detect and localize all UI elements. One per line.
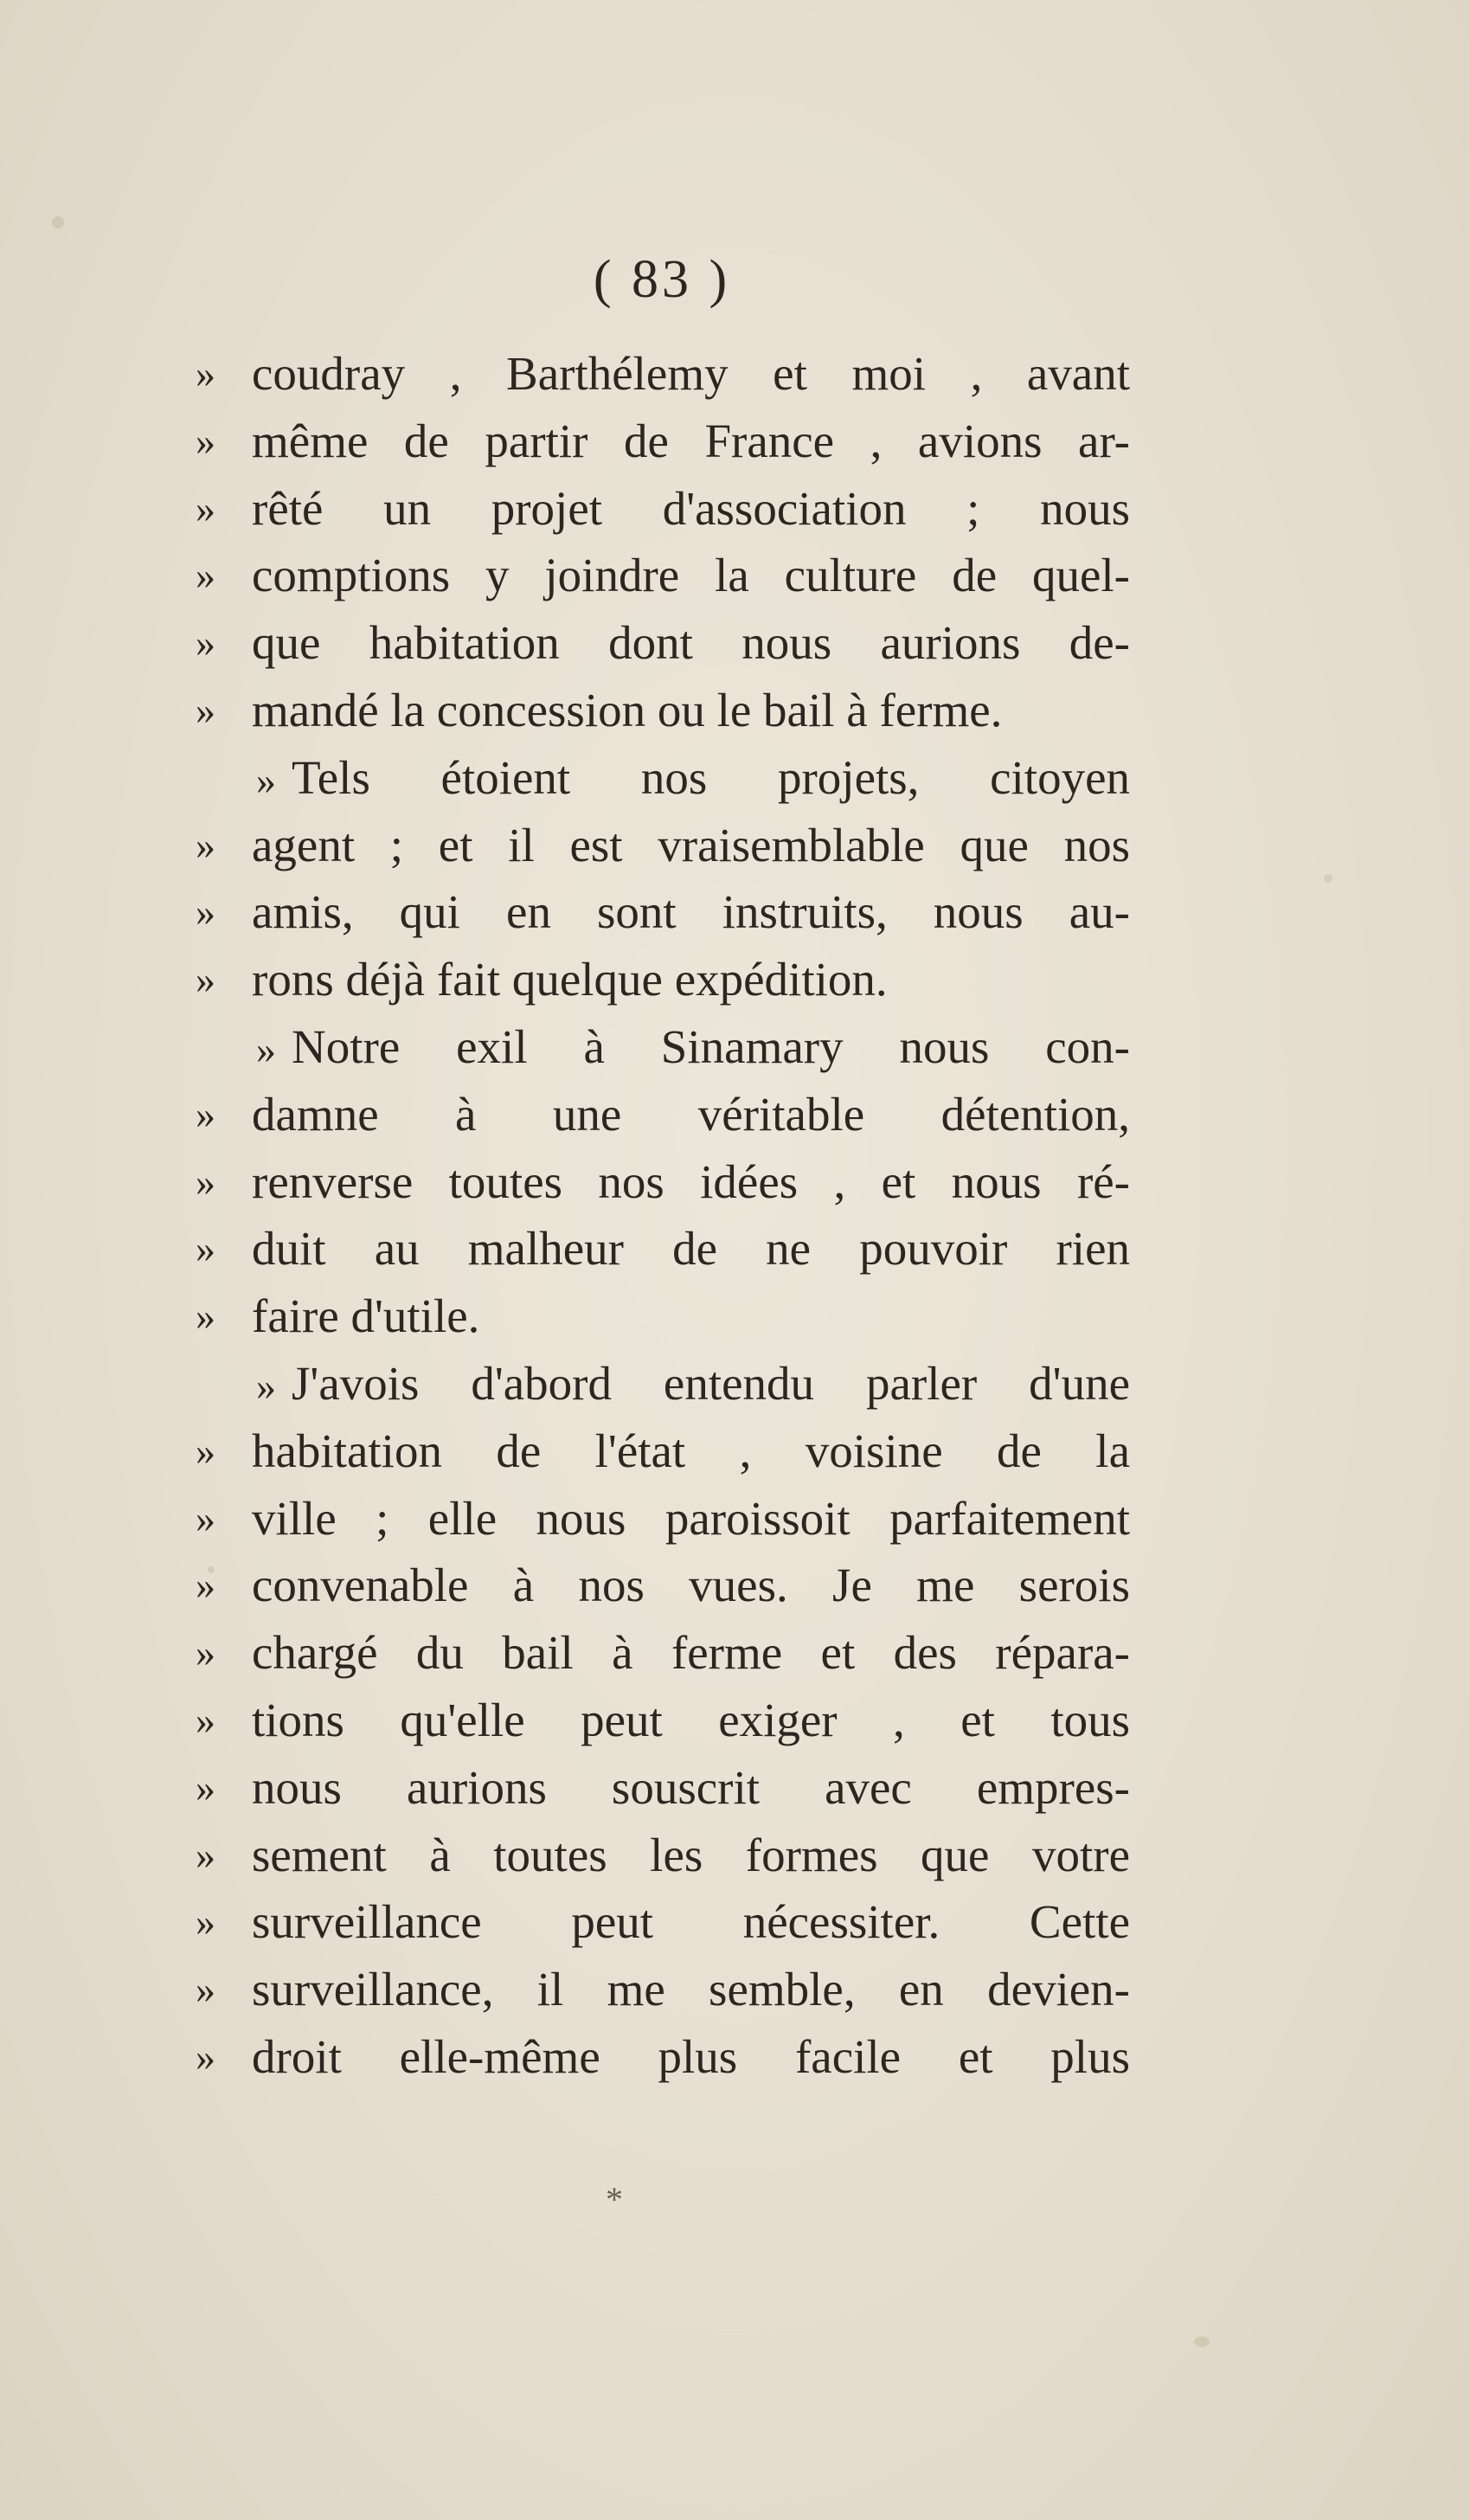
line-text: renverse toutes nos idées , et nous ré- [252,1154,1130,1208]
line-text: coudray , Barthélemy et moi , avant [252,347,1130,400]
line-text: agent ; et il est vraisemblable que nos [252,818,1130,871]
quote-mark: » [196,1091,215,1136]
printer-ornament: * [606,2180,623,2219]
text-line [196,1822,1130,1889]
foxing-spot [1324,874,1332,883]
line-text-wrapper [256,1013,1130,1083]
line-text: damne à une véritable détention, [252,1087,1130,1141]
line-text: rons déjà fait quelque expédition. [252,953,888,1006]
line-text: surveillance peut nécessiter. Cette [252,1895,1130,1949]
text-line [196,408,1130,475]
quote-mark: » [196,1832,215,1877]
text-line [196,1956,1130,2023]
text-line [196,812,1130,879]
quote-mark: » [196,1765,215,1810]
quote-mark: » [196,1428,215,1473]
paragraph-start-line [196,1013,1130,1081]
text-line [196,1215,1130,1282]
line-text: duit au malheur de ne pouvoir rien [252,1222,1130,1276]
quote-mark: » [196,890,215,935]
paragraph-start-line [196,1350,1130,1418]
quote-mark: » [196,485,215,530]
quote-mark: » [256,757,276,802]
text-line [196,542,1130,609]
quote-mark: » [196,553,215,598]
quote-mark: » [196,1900,215,1945]
quote-mark: » [196,1563,215,1608]
line-text: tions qu'elle peut exiger , et tous [252,1693,1130,1746]
text-line [196,1687,1130,1754]
text-line [196,1148,1130,1216]
text-line [196,1552,1130,1619]
text-line [196,677,1130,744]
text-line [196,609,1130,677]
line-text: surveillance, il me semble, en devien- [252,1963,1130,2016]
line-text: habitation de l'état , voisine de la [252,1424,1130,1477]
text-line [196,2023,1130,2091]
line-text: J'avois d'abord entendu parler d'une [292,1356,1130,1410]
text-line [196,1081,1130,1148]
page-number: ( 83 ) [593,250,731,309]
body-text [196,340,1130,2091]
foxing-spot [1194,2337,1210,2347]
quote-mark: » [196,1159,215,1204]
line-text-wrapper [256,1350,1130,1420]
text-line [196,1619,1130,1687]
quote-mark: » [196,1495,215,1540]
quote-mark: » [196,957,215,1002]
quote-mark: » [196,687,215,732]
line-text: amis, qui en sont instruits, nous au- [252,885,1130,939]
text-line [196,1418,1130,1485]
line-text: nous aurions souscrit avec empres- [252,1760,1130,1814]
quote-mark: » [196,1630,215,1675]
text-line [196,475,1130,543]
line-text-wrapper [256,744,1130,814]
quote-mark: » [196,1294,215,1339]
quote-mark: » [196,1697,215,1742]
line-text: Notre exil à Sinamary nous con- [292,1019,1130,1073]
line-text: que habitation dont nous aurions de- [252,616,1130,670]
quote-mark: » [256,1026,276,1071]
paragraph-start-line [196,744,1130,812]
line-text: sement à toutes les formes que votre [252,1828,1130,1881]
line-text: chargé du bail à ferme et des répara- [252,1626,1130,1680]
quote-mark: » [196,2034,215,2079]
text-line [196,1754,1130,1822]
line-text: mandé la concession ou le bail à ferme. [252,683,1003,736]
text-line [196,1282,1130,1350]
line-text: ville ; elle nous paroissoit parfaitement [252,1491,1130,1545]
text-line [196,946,1130,1013]
line-text: Tels étoient nos projets, citoyen [292,750,1130,804]
quote-mark: » [256,1363,276,1408]
quote-mark: » [196,620,215,665]
quote-mark: » [196,351,215,395]
text-line [196,1888,1130,1956]
line-text: comptions y joindre la culture de quel- [252,549,1130,602]
quote-mark: » [196,1967,215,2012]
quote-mark: » [196,822,215,867]
line-text: rêté un projet d'association ; nous [252,481,1130,535]
foxing-spot [52,216,64,228]
quote-mark: » [196,418,215,463]
line-text: même de partir de France , avions ar- [252,414,1130,467]
text-line [196,340,1130,408]
line-text: droit elle-même plus facile et plus [252,2029,1130,2083]
quote-mark: » [196,1226,215,1271]
line-text: faire d'utile. [252,1289,480,1343]
line-text: convenable à nos vues. Je me serois [252,1559,1130,1612]
text-line [196,1485,1130,1552]
text-line [196,878,1130,946]
